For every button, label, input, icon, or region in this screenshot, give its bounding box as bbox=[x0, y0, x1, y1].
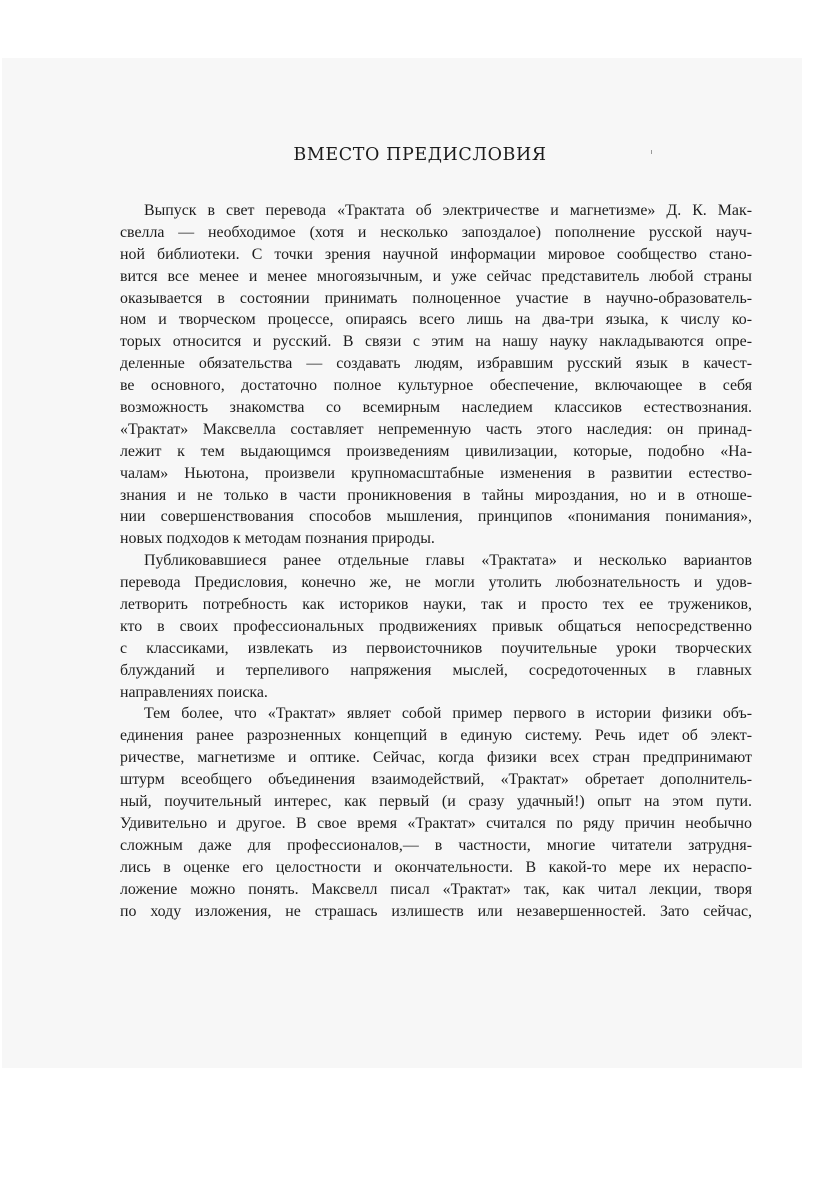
paragraph bbox=[120, 550, 752, 703]
text-line: штурм всеобщего объединения взаимодействий, «Трактат» обретает дополнитель- bbox=[120, 771, 752, 789]
text-line: оказывается в состоянии принимать полноценное участие в научно-образователь- bbox=[120, 289, 752, 307]
text-line: единения ранее разрозненных концепций в единую систему. Речь идет об элект- bbox=[120, 727, 752, 745]
text-line: с классиками, извлекать из первоисточников поучительные уроки творческих bbox=[120, 639, 752, 657]
text-line: ной библиотеки. С точки зрения научной информации мировое сообщество стано- bbox=[120, 245, 752, 263]
page-title: ВМЕСТО ПРЕДИСЛОВИЯ bbox=[293, 145, 547, 165]
text-line: лись в оценке его целостности и окончательности. В какой-то мере их нераспо- bbox=[120, 858, 752, 876]
text-line: торых относится и русский. В связи с этим на нашу науку накладываются опре- bbox=[120, 333, 752, 351]
text-line: ложение можно понять. Максвелл писал «Трактат» так, как читал лекции, творя bbox=[120, 880, 752, 898]
text-line: Удивительно и другое. В свое время «Трактат» считался по ряду причин необычно bbox=[120, 814, 752, 832]
text-line: по ходу изложения, не страшась излишеств или незавершенностей. Зато сейчас, bbox=[120, 902, 752, 920]
text-line: сложным даже для профессионалов,— в частности, многие читатели затрудня- bbox=[120, 836, 752, 854]
text-line: лежит к тем выдающимся произведениям цивилизации, которые, подобно «На- bbox=[120, 442, 752, 460]
text-line: Тем более, что «Трактат» являет собой пример первого в истории физики объ- bbox=[144, 705, 752, 723]
body-text bbox=[120, 200, 752, 922]
text-line: перевода Предисловия, конечно же, не могли утолить любознательность и удов- bbox=[120, 574, 752, 592]
text-line: Публиковавшиеся ранее отдельные главы «Трактата» и несколько вариантов bbox=[144, 552, 752, 570]
text-line: знания и не только в части проникновения в тайны мироздания, но и в отноше- bbox=[120, 486, 752, 504]
text-line: направлениях поиска. bbox=[120, 683, 268, 701]
text-line: летворить потребность как историков науки, так и просто тех ее тружеников, bbox=[120, 596, 752, 614]
text-line: ричестве, магнетизме и оптике. Сейчас, когда физики всех стран предпринимают bbox=[120, 749, 752, 767]
text-line: возможность знакомства со всемирным наследием классиков естествознания. bbox=[120, 399, 752, 417]
text-line: ном и творческом процессе, опираясь всего лишь на два-три языка, к числу ко- bbox=[120, 311, 752, 329]
text-line: блужданий и терпеливого напряжения мыслей, сосредоточенных в главных bbox=[120, 661, 752, 679]
text-line: новых подходов к методам познания природы. bbox=[120, 530, 435, 548]
paragraph bbox=[120, 703, 752, 922]
paragraph bbox=[120, 200, 752, 550]
text-line: ный, поучительный интерес, как первый (и сразу удачный!) опыт на этом пути. bbox=[120, 793, 752, 811]
text-line: «Трактат» Максвелла составляет непременную часть этого наследия: он принад- bbox=[120, 420, 752, 438]
text-line: кто в своих профессиональных продвижениях привык общаться непосредственно bbox=[120, 617, 752, 635]
text-line: ве основного, достаточно полное культурное обеспечение, включающее в себя bbox=[120, 377, 752, 395]
text-line: нии совершенствования способов мышления, принципов «понимания понимания», bbox=[120, 508, 752, 526]
text-line: деленные обязательства — создавать людям, избравшим русский язык в качест- bbox=[120, 355, 752, 373]
text-line: свелла — необходимое (хотя и несколько запоздалое) пополнение русской науч- bbox=[120, 223, 752, 241]
text-line: чалам» Ньютона, произвели крупномасштабные изменения в развитии естество- bbox=[120, 464, 752, 482]
text-line: Выпуск в свет перевода «Трактата об электричестве и магнетизме» Д. К. Мак- bbox=[144, 202, 752, 219]
text-line: вится все менее и менее многоязычным, и уже сейчас представитель любой страны bbox=[120, 267, 752, 285]
